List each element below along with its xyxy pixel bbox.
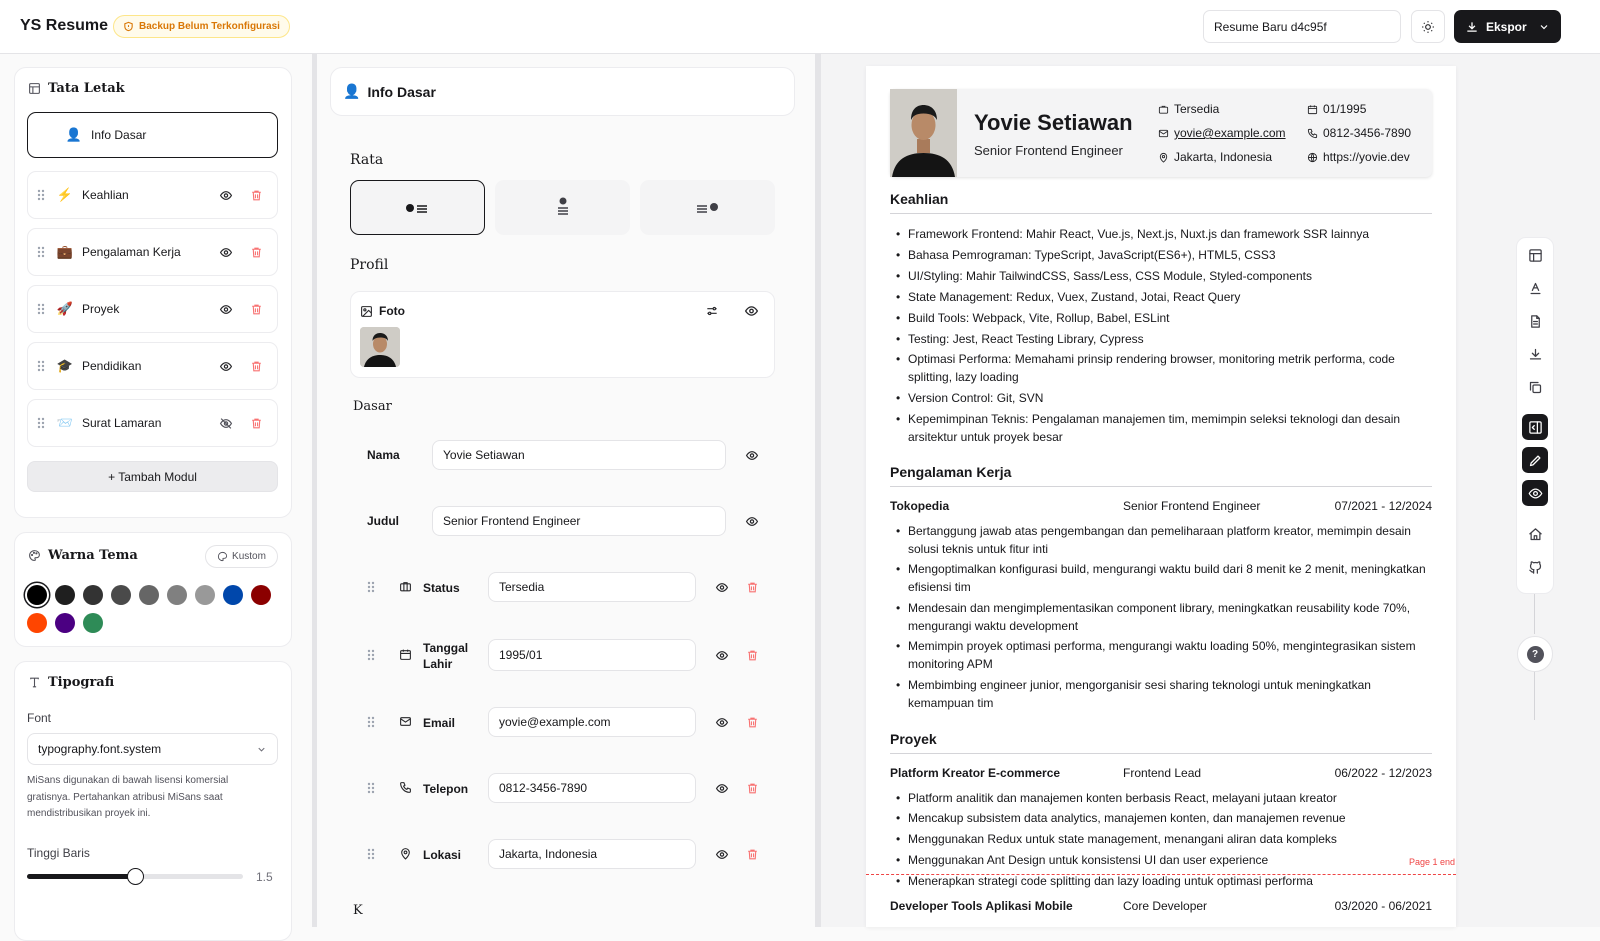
toolbar-track-line: [1534, 670, 1535, 720]
photo-thumbnail[interactable]: [360, 327, 400, 367]
color-swatch[interactable]: [167, 585, 187, 605]
help-button[interactable]: [1517, 636, 1553, 672]
resume-name: Yovie Setiawan: [974, 110, 1133, 135]
drag-handle[interactable]: [28, 417, 54, 429]
eye-icon: [219, 246, 233, 259]
line-height-label: Tinggi Baris: [27, 846, 90, 860]
drag-handle-icon: [37, 417, 45, 429]
layout-icon: [28, 82, 41, 95]
contact-value: 0812-3456-7890: [1323, 126, 1412, 140]
drag-handle-icon: [367, 716, 375, 728]
bullet-item: • Membimbing engineer junior, mengorganisir sesi sharing teknologi untuk meningkatkan kemampuan tim: [890, 676, 1432, 712]
bullet-item: • Mendesain dan mengimplementasikan component library, meningkatkan reusability kode 70%, mengurangi waktu development: [890, 599, 1432, 635]
shield-icon: [123, 21, 134, 32]
trash-icon: [250, 189, 263, 202]
editor-heading: [343, 83, 436, 100]
eye-icon: [745, 449, 759, 462]
line-height-slider[interactable]: [27, 874, 243, 879]
trash-icon: [250, 360, 263, 373]
field-icon: [399, 715, 412, 728]
module-item-info-dasar[interactable]: [27, 112, 278, 158]
field-input[interactable]: 1995/01: [488, 639, 696, 671]
editor-title: Info Dasar: [367, 83, 436, 100]
resume-title: Senior Frontend Engineer: [974, 143, 1123, 158]
bullet-item: • Framework Frontend: Mahir React, Vue.js, Next.js, Nuxt.js dan framework SSR lainnya: [890, 225, 1432, 243]
eye-icon: [715, 649, 729, 662]
trash-icon: [746, 782, 759, 795]
add-module-button[interactable]: + Tambah Modul: [27, 461, 278, 492]
drag-handle[interactable]: [367, 716, 375, 728]
type-icon: [28, 676, 41, 689]
visibility-toggle[interactable]: [745, 449, 759, 462]
bullet-item: • Platform analitik dan manajemen konten berbasis React, melayani jutaan kreator: [890, 789, 1432, 807]
bullet-item: • Build Tools: Webpack, Vite, Rollup, Babel, ESLint: [890, 309, 1432, 327]
profile-label: Profil: [350, 257, 389, 273]
entry-period: 03/2020 - 06/2021: [1334, 899, 1432, 913]
photo-label: Foto: [379, 304, 405, 318]
toolbar-button-bg: [1522, 275, 1548, 301]
toolbar-button-bg: [1522, 447, 1548, 473]
chevron-down-icon: [1538, 21, 1550, 33]
align-right-option[interactable]: [640, 180, 775, 235]
bullet-item: • Testing: Jest, React Testing Library, Cypress: [890, 330, 1432, 348]
entry-role: Core Developer: [1123, 899, 1208, 913]
layout-panel-icon: [1528, 248, 1543, 263]
toolbar-button-bg: [1522, 374, 1548, 400]
eye-icon: [745, 515, 759, 528]
calendar-icon: [1307, 104, 1318, 115]
field-label: Lokasi: [423, 848, 462, 862]
trash-icon: [250, 303, 263, 316]
toolbar-button-bg: [1522, 554, 1548, 580]
bullet-item: • Mengoptimalkan konfigurasi build, mengurangi waktu build dari 8 menit ke 2 menit, meningkatkan efisiensi tim: [890, 560, 1432, 596]
drag-handle[interactable]: [28, 360, 54, 372]
color-swatch[interactable]: [251, 585, 271, 605]
toolbar-button[interactable]: [1516, 554, 1554, 580]
field-input[interactable]: Jakarta, Indonesia: [488, 839, 696, 869]
resume-section-title: Pengalaman Kerja: [890, 464, 1432, 487]
entry-header: [890, 766, 1432, 780]
color-swatch[interactable]: [27, 585, 47, 605]
top-bar: [0, 0, 1600, 54]
briefcase-icon: [1158, 104, 1169, 115]
typography-heading: [28, 675, 114, 690]
field-label: Tanggal Lahir: [423, 641, 469, 671]
entry-header: [890, 499, 1432, 513]
visibility-toggle[interactable]: [715, 848, 729, 861]
contact-value: https://yovie.dev: [1323, 150, 1410, 164]
slider-thumb[interactable]: [127, 868, 144, 885]
eye-icon: [219, 189, 233, 202]
module-icon: 📨: [56, 415, 74, 430]
copy-icon: [1528, 380, 1543, 395]
module-icon: 🎓: [56, 358, 74, 373]
eye-icon[interactable]: [744, 304, 759, 318]
bullet-item: • Bahasa Pemrograman: TypeScript, JavaScript(ES6+), HTML5, CSS3: [890, 246, 1432, 264]
pencil-icon: [1528, 453, 1543, 468]
line-height-value: 1.5: [256, 870, 273, 884]
contact-item: [1307, 126, 1411, 140]
layout-heading: [28, 81, 125, 96]
module-icon: ⚡: [56, 187, 74, 202]
backup-status-badge[interactable]: [113, 15, 290, 38]
eye-icon: [715, 581, 729, 594]
drag-handle-icon: [37, 360, 45, 372]
drag-handle-icon: [367, 848, 375, 860]
map-pin-icon: [1158, 152, 1169, 163]
drag-handle[interactable]: [367, 649, 375, 661]
drag-handle-icon: [367, 782, 375, 794]
eye-icon: [219, 360, 233, 373]
toolbar-button[interactable]: [1516, 480, 1554, 506]
contact-value: Jakarta, Indonesia: [1174, 150, 1273, 164]
toolbar-button-bg: [1522, 414, 1548, 440]
toolbar-button[interactable]: [1516, 341, 1554, 367]
chevron-down-icon: [256, 744, 267, 755]
theme-heading: [28, 548, 138, 563]
color-swatch[interactable]: [83, 585, 103, 605]
drag-handle-icon: [37, 189, 45, 201]
contact-item[interactable]: [1158, 126, 1286, 140]
next-section-label: K: [353, 903, 363, 918]
entry-role: Frontend Lead: [1123, 766, 1202, 780]
custom-color-button[interactable]: [205, 545, 278, 568]
github-icon: [1528, 560, 1543, 575]
module-label: Info Dasar: [91, 128, 147, 142]
theme-title: Warna Tema: [48, 548, 138, 563]
palette-icon: [217, 551, 228, 562]
toolbar-button[interactable]: [1516, 275, 1554, 301]
file-text-icon: [1528, 314, 1543, 329]
type-underline-icon: [1528, 281, 1543, 296]
module-label: Surat Lamaran: [82, 416, 162, 430]
eye-icon: [715, 716, 729, 729]
delete-button[interactable]: [746, 649, 759, 662]
photo-heading: [360, 304, 405, 318]
sun-icon: [1421, 20, 1435, 34]
image-icon: [360, 305, 373, 318]
panel-collapse-icon: [1528, 420, 1543, 435]
mail-icon: [1158, 128, 1169, 139]
field-label: Judul: [367, 514, 399, 528]
module-label: Proyek: [82, 302, 120, 316]
contact-value: 01/1995: [1323, 102, 1367, 116]
entry-period: 06/2022 - 12/2023: [1334, 766, 1432, 780]
field-input[interactable]: 0812-3456-7890: [488, 773, 696, 803]
field-icon: [399, 648, 412, 661]
drag-handle[interactable]: [367, 848, 375, 860]
visibility-toggle[interactable]: [211, 303, 241, 316]
contact-value: Tersedia: [1174, 102, 1220, 116]
color-swatch[interactable]: [55, 585, 75, 605]
align-center-icon: [556, 197, 570, 219]
layout-title: Tata Letak: [48, 81, 125, 96]
contact-item: [1158, 150, 1272, 164]
phone-icon: [1307, 128, 1318, 139]
toolbar-button-bg: [1522, 341, 1548, 367]
module-label: Keahlian: [82, 188, 129, 202]
field-label: Email: [423, 716, 456, 730]
eye-icon: [219, 303, 233, 316]
slider-fill: [27, 874, 135, 879]
delete-button[interactable]: [746, 848, 759, 861]
contact-item: [1307, 150, 1410, 164]
align-left-option[interactable]: [350, 180, 485, 235]
drag-handle-icon: [367, 649, 375, 661]
resume-title-input[interactable]: Resume Baru d4c95f: [1203, 10, 1401, 43]
drag-handle-icon: [37, 246, 45, 258]
bullet-item: • Menggunakan Redux untuk state management, menangani aliran data kompleks: [890, 830, 1432, 848]
toolbar-button[interactable]: [1516, 414, 1554, 440]
eye-icon: [715, 848, 729, 861]
bullet-item: • Memimpin proyek optimasi performa, mengurangi waktu loading 50%, mengintegrasikan sistem monitoring APM: [890, 637, 1432, 673]
bullet-item: • Optimasi Performa: Memahami prinsip rendering browser, monitoring metrik performa, code splitting, lazy loading: [890, 350, 1432, 386]
toolbar-button-bg: [1522, 242, 1548, 268]
font-label: Font: [27, 711, 52, 725]
bullet-item: • Kepemimpinan Teknis: Pengalaman manajemen tim, memimpin seleksi teknologi dan desain arsitektur untuk proyek besar: [890, 410, 1432, 446]
font-select[interactable]: [27, 733, 278, 765]
field-label: Telepon: [423, 782, 469, 796]
delete-button[interactable]: [241, 360, 271, 373]
delete-button[interactable]: [746, 581, 759, 594]
basic-label: Dasar: [353, 399, 392, 414]
color-swatch[interactable]: [195, 585, 215, 605]
app-brand[interactable]: YS Resume: [20, 17, 109, 34]
delete-button[interactable]: [241, 417, 271, 430]
trash-icon: [746, 848, 759, 861]
drag-handle[interactable]: [28, 189, 54, 201]
eye-icon: [1528, 486, 1543, 501]
contact-item: [1158, 102, 1219, 116]
delete-button[interactable]: [746, 782, 759, 795]
globe-icon: [1307, 152, 1318, 163]
field-label: Nama: [367, 448, 400, 462]
download-icon: [1528, 347, 1543, 362]
align-label: Rata: [350, 152, 384, 168]
module-label: Pengalaman Kerja: [82, 245, 181, 259]
page-break-marker: Page 1 end: [1408, 857, 1455, 867]
export-button[interactable]: [1454, 10, 1561, 43]
drag-handle[interactable]: [367, 581, 375, 593]
field-label: Status: [423, 581, 460, 595]
color-swatch[interactable]: [27, 613, 47, 633]
align-right-icon: [695, 202, 721, 214]
drag-handle-icon: [367, 581, 375, 593]
entry-name: Platform Kreator E-commerce: [890, 766, 1061, 780]
align-left-icon: [405, 202, 431, 214]
module-icon: 🚀: [56, 301, 74, 316]
backup-status-label: Backup Belum Terkonfigurasi: [139, 21, 280, 32]
trash-icon: [746, 716, 759, 729]
help-icon: ?: [1527, 646, 1544, 663]
briefcase-icon: [399, 580, 412, 593]
visibility-toggle[interactable]: [211, 417, 241, 430]
toolbar-button-bg: [1522, 308, 1548, 334]
resume-section-title: Proyek: [890, 731, 1432, 754]
bullet-item: • UI/Styling: Mahir TailwindCSS, Sass/Less, CSS Module, Styled-components: [890, 267, 1432, 285]
visibility-toggle[interactable]: [715, 581, 729, 594]
entry-name: Developer Tools Aplikasi Mobile: [890, 899, 1073, 913]
download-icon: [1465, 20, 1479, 34]
phone-icon: [399, 781, 412, 794]
color-swatch[interactable]: [111, 585, 131, 605]
eye-off-icon: [219, 417, 233, 430]
toolbar-button[interactable]: [1516, 521, 1554, 547]
entry-name: Tokopedia: [890, 499, 950, 513]
module-item[interactable]: [27, 171, 278, 219]
module-icon: 💼: [56, 244, 74, 259]
font-select-value: typography.font.system: [38, 742, 162, 756]
align-center-option[interactable]: [495, 180, 630, 235]
color-swatch[interactable]: [83, 613, 103, 633]
page-break-line: [866, 874, 1456, 875]
visibility-toggle[interactable]: [715, 649, 729, 662]
field-icon: [399, 781, 412, 794]
drag-handle-icon: [37, 303, 45, 315]
visibility-toggle[interactable]: [745, 515, 759, 528]
custom-color-label: Kustom: [232, 551, 266, 562]
entry-period: 07/2021 - 12/2024: [1334, 499, 1432, 513]
color-swatch[interactable]: [223, 585, 243, 605]
color-swatch[interactable]: [55, 613, 75, 633]
bullet-item: • Version Control: Git, SVN: [890, 389, 1432, 407]
toolbar-button[interactable]: [1516, 308, 1554, 334]
visibility-toggle[interactable]: [211, 189, 241, 202]
font-license-note: MiSans digunakan di bawah lisensi komersial gratisnya. Pertahankan atribusi MiSans saat mendistribusikan proyek ini.: [27, 775, 229, 819]
trash-icon: [250, 417, 263, 430]
toolbar-button[interactable]: [1516, 447, 1554, 473]
resume-page: [866, 66, 1456, 927]
module-item[interactable]: [27, 342, 278, 390]
bullet-item: • Mencakup subsistem data analytics, manajemen konten, dan manajemen revenue: [890, 809, 1432, 827]
drag-handle[interactable]: [28, 303, 54, 315]
color-swatch[interactable]: [139, 585, 159, 605]
contact-value: yovie@example.com: [1174, 126, 1286, 140]
field-input[interactable]: Yovie Setiawan: [432, 440, 726, 470]
field-input[interactable]: yovie@example.com: [488, 707, 696, 737]
palette-icon: [28, 549, 41, 562]
drag-handle[interactable]: [367, 782, 375, 794]
module-label: Pendidikan: [82, 359, 142, 373]
home-icon: [1528, 527, 1543, 542]
field-input[interactable]: Tersedia: [488, 572, 696, 602]
module-item[interactable]: [27, 228, 278, 276]
entry-role: Senior Frontend Engineer: [1123, 499, 1261, 513]
delete-button[interactable]: [241, 246, 271, 259]
portrait-image: [360, 327, 400, 367]
bullet-item: • State Management: Redux, Vuex, Zustand, Jotai, React Query: [890, 288, 1432, 306]
trash-icon: [746, 649, 759, 662]
module-item[interactable]: [27, 399, 278, 447]
portrait-image: [890, 89, 957, 177]
drag-handle[interactable]: [28, 246, 54, 258]
export-label: Ekspor: [1486, 19, 1527, 34]
delete-button[interactable]: [241, 303, 271, 316]
field-input[interactable]: Senior Frontend Engineer: [432, 506, 726, 536]
field-icon: [399, 580, 412, 593]
bullet-item: • Menerapkan strategi code splitting dan lazy loading untuk optimasi performa: [890, 872, 1432, 890]
mail-icon: [399, 715, 412, 728]
bullet-item: • Bertanggung jawab atas pengembangan dan pemeliharaan platform kreator, memimpin desain solusi teknis untuk fitur inti: [890, 522, 1432, 558]
typography-title: Tipografi: [48, 675, 115, 690]
person-icon: 👤: [65, 127, 83, 142]
module-item[interactable]: [27, 285, 278, 333]
contact-item: [1307, 102, 1366, 116]
visibility-toggle[interactable]: [715, 782, 729, 795]
resume-section-title: Keahlian: [890, 191, 1432, 214]
entry-header: [890, 899, 1432, 913]
toolbar-track-line: [1534, 594, 1535, 634]
map-pin-icon: [399, 847, 412, 860]
calendar-icon: [399, 648, 412, 661]
visibility-toggle[interactable]: [211, 246, 241, 259]
toolbar-button[interactable]: [1516, 374, 1554, 400]
toolbar-button-bg: [1522, 521, 1548, 547]
trash-icon: [250, 246, 263, 259]
settings-sliders-icon[interactable]: [705, 304, 719, 318]
theme-toggle-button[interactable]: [1411, 10, 1445, 43]
resume-photo: [890, 89, 957, 177]
visibility-toggle[interactable]: [715, 716, 729, 729]
bullet-item: • Menggunakan Ant Design untuk konsistensi UI dan user experience: [890, 851, 1432, 869]
delete-button[interactable]: [241, 189, 271, 202]
field-icon: [399, 847, 412, 860]
toolbar-button[interactable]: [1516, 242, 1554, 268]
visibility-toggle[interactable]: [211, 360, 241, 373]
person-icon: 👤: [343, 83, 361, 99]
eye-icon: [715, 782, 729, 795]
delete-button[interactable]: [746, 716, 759, 729]
toolbar-button-bg: [1522, 480, 1548, 506]
trash-icon: [746, 581, 759, 594]
